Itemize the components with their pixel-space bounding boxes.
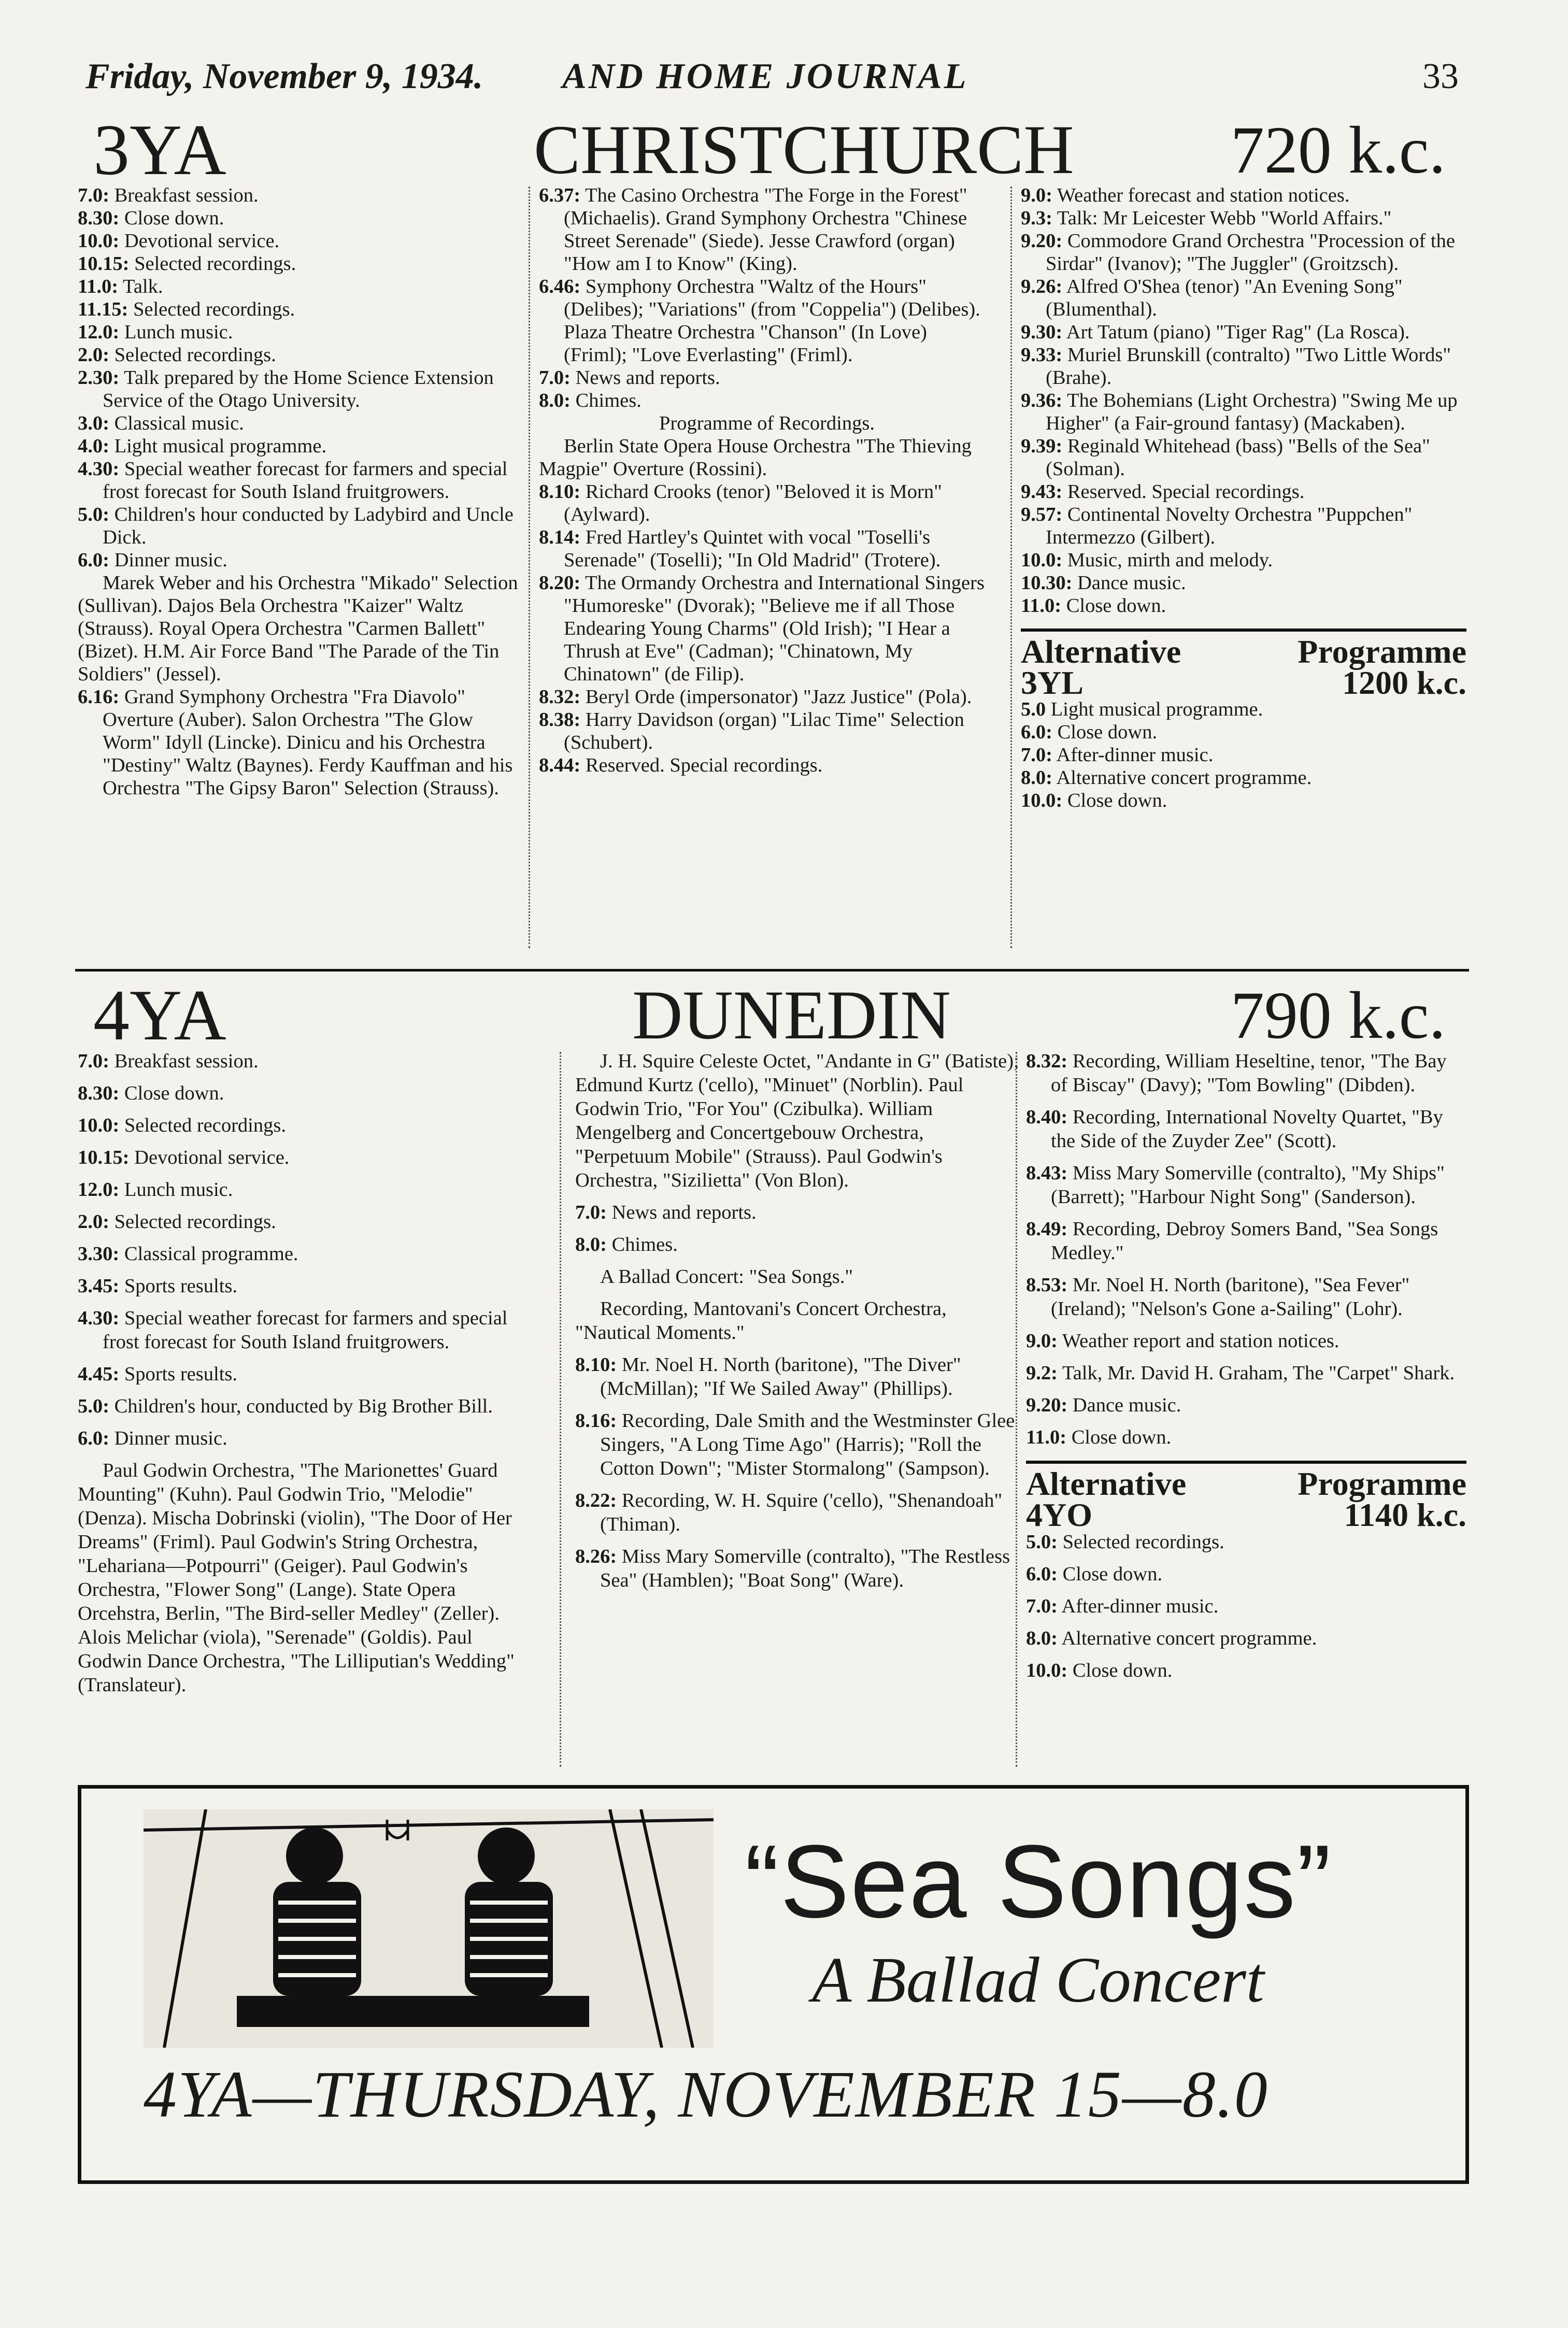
programme-time: 8.30: bbox=[78, 1082, 120, 1104]
programme-time: 8.0: bbox=[575, 1234, 607, 1255]
programme-time: 2.0: bbox=[78, 344, 109, 366]
programme-text: Lunch music. bbox=[124, 1179, 233, 1201]
dunedin-column-3-list bbox=[1026, 1049, 1466, 1449]
programme-entry bbox=[1026, 1161, 1466, 1209]
programme-text: Lunch music. bbox=[124, 321, 233, 343]
programme-time: 2.0: bbox=[78, 1211, 109, 1233]
programme-entry bbox=[78, 685, 518, 799]
programme-entry bbox=[1021, 480, 1466, 503]
alternative-frequency: 1200 k.c. bbox=[1342, 664, 1466, 701]
programme-text: Close down. bbox=[1072, 1660, 1173, 1681]
programme-text: Muriel Brunskill (contralto) "Two Little Words" (Brahe). bbox=[1046, 344, 1451, 389]
programme-text: Dinner music. bbox=[114, 1427, 227, 1449]
programme-time: 8.32: bbox=[539, 686, 581, 708]
programme-time: 5.0 bbox=[1021, 698, 1046, 720]
programme-entry bbox=[78, 1394, 518, 1418]
programme-entry bbox=[1021, 184, 1466, 207]
programme-text: Mr. Noel H. North (baritone), "Sea Fever" (Ireland); "Nelson's Gone a-Sailing" (Lohr). bbox=[1051, 1274, 1410, 1320]
programme-entry bbox=[1026, 1105, 1466, 1153]
programme-text: Selected recordings. bbox=[124, 1115, 286, 1136]
programme-entry bbox=[575, 1233, 1021, 1256]
alternative-call: 4YO bbox=[1026, 1496, 1092, 1533]
programme-entry bbox=[1021, 503, 1466, 549]
programme-entry bbox=[539, 275, 995, 366]
programme-entry bbox=[1021, 435, 1466, 480]
programme-text: Chimes. bbox=[611, 1234, 678, 1255]
programme-text: Continental Novelty Orchestra "Puppchen" Intermezzo (Gilbert). bbox=[1046, 504, 1413, 548]
programme-time: 8.49: bbox=[1026, 1218, 1068, 1240]
station-frequency-790: 790 k.c. bbox=[1230, 978, 1446, 1053]
journal-title: AND HOME JOURNAL bbox=[562, 56, 968, 96]
programme-time: 3.30: bbox=[78, 1243, 120, 1265]
alternative-heading-3yl bbox=[1021, 633, 1466, 701]
programme-entry bbox=[78, 344, 518, 366]
programme-text: Special weather forecast for farmers and special frost forecast for South Island fruitgrowers. bbox=[103, 1307, 508, 1353]
programme-entry bbox=[78, 1049, 518, 1073]
programme-entry bbox=[78, 1459, 518, 1697]
programme-text: Talk. bbox=[123, 276, 163, 297]
programme-time: 8.0: bbox=[539, 390, 571, 411]
programme-text: Talk prepared by the Home Science Extension Service of the Otago University. bbox=[103, 367, 494, 411]
programme-entry bbox=[78, 1113, 518, 1137]
programme-entry bbox=[1021, 230, 1466, 275]
programme-text: Symphony Orchestra "Waltz of the Hours" (Delibes); "Variations" (from "Coppelia") (Delibes). Plaza Theatre Orchestra "Chanson" (In Love) (Friml); "Love Everlasting" (Friml). bbox=[564, 276, 980, 366]
programme-time: 10.30: bbox=[1021, 572, 1073, 594]
programme-text: Marek Weber and his Orchestra "Mikado" Selection (Sullivan). Dajos Bela Orchestra "Kaizer" Waltz (Strauss). Royal Opera Orchestra "Carmen Ballett" (Bizet). H.M. Air Force Band "The Parade of the Tin Soldiers" (Jessel). bbox=[78, 572, 518, 685]
programme-text: Dance music. bbox=[1072, 1394, 1181, 1416]
programme-entry bbox=[1021, 698, 1466, 721]
programme-entry bbox=[78, 549, 518, 572]
programme-text: Sports results. bbox=[124, 1363, 238, 1385]
programme-text: Classical music. bbox=[114, 412, 244, 434]
programme-text: Recording, Debroy Somers Band, "Sea Songs Medley." bbox=[1051, 1218, 1438, 1264]
programme-time: 8.43: bbox=[1026, 1162, 1068, 1184]
programme-time: 5.0: bbox=[1026, 1531, 1058, 1553]
programme-text: Miss Mary Somerville (contralto), "The Restless Sea" (Hamblen); "Boat Song" (Ware). bbox=[600, 1546, 1010, 1591]
programme-time: 6.0: bbox=[1026, 1563, 1058, 1585]
programme-time: 8.20: bbox=[539, 572, 581, 594]
programme-text: Close down. bbox=[1071, 1426, 1172, 1448]
dunedin-section bbox=[78, 977, 1466, 1769]
programme-text: Alternative concert programme. bbox=[1056, 767, 1312, 789]
programme-text: Classical programme. bbox=[124, 1243, 298, 1265]
sea-songs-advertisement bbox=[78, 1785, 1469, 2184]
programme-entry bbox=[78, 458, 518, 503]
programme-time: 7.0: bbox=[1021, 744, 1052, 766]
programme-time: 8.53: bbox=[1026, 1274, 1068, 1296]
programme-entry bbox=[78, 435, 518, 458]
programme-entry bbox=[539, 708, 995, 754]
programme-text: Reserved. Special recordings. bbox=[585, 754, 823, 776]
christchurch-column-1 bbox=[78, 184, 518, 799]
programme-text: Grand Symphony Orchestra "Fra Diavolo" Overture (Auber). Salon Orchestra "The Glow Worm" Idyll (Lincke). Dinicu and his Orchestra "Destiny" Waltz (Baynes). Ferdy Kauffman and his Orchestra "The Gipsy Baron" Selection (Strauss). bbox=[103, 686, 513, 799]
programme-time: 9.30: bbox=[1021, 321, 1063, 343]
programme-entry bbox=[78, 1210, 518, 1234]
programme-time: 11.0: bbox=[78, 276, 119, 297]
programme-entry bbox=[78, 1426, 518, 1450]
programme-text: J. H. Squire Celeste Octet, "Andante in G" (Batiste); Edmund Kurtz ('cello), "Minuet" (Norblin). Paul Godwin Trio, "For You" (Czibulka). William Mengelberg and Concertgebouw Orchestra, "Perpetuum Mobile" (Strauss). Paul Godwin's Orchestra, "Sizilietta" (Von Blon). bbox=[575, 1050, 1019, 1191]
programme-time: 11.15: bbox=[78, 298, 129, 320]
programme-entry bbox=[78, 1362, 518, 1386]
programme-text: Breakfast session. bbox=[114, 184, 259, 206]
programme-entry bbox=[78, 184, 518, 207]
programme-entry bbox=[78, 572, 518, 685]
station-city-christchurch: CHRISTCHURCH bbox=[534, 111, 1074, 189]
programme-entry bbox=[1021, 207, 1466, 230]
programme-time: 8.40: bbox=[1026, 1106, 1068, 1128]
dunedin-column-1 bbox=[78, 1049, 518, 1697]
programme-entry bbox=[78, 1146, 518, 1169]
programme-text: Selected recordings. bbox=[1062, 1531, 1224, 1553]
programme-entry bbox=[1026, 1393, 1466, 1417]
programme-label: Programme bbox=[1298, 633, 1466, 670]
programme-time: 6.0: bbox=[78, 549, 109, 571]
section-divider bbox=[75, 969, 1469, 972]
programme-text: Children's hour, conducted by Big Brother Bill. bbox=[114, 1395, 493, 1417]
programme-time: 6.0: bbox=[78, 1427, 109, 1449]
programme-time: 11.0: bbox=[1026, 1426, 1067, 1448]
programme-entry bbox=[575, 1201, 1021, 1224]
programme-time: 9.20: bbox=[1021, 230, 1063, 252]
programme-text: Talk: Mr Leicester Webb "World Affairs." bbox=[1057, 207, 1392, 229]
programme-entry bbox=[1026, 1217, 1466, 1265]
programme-text: Dinner music. bbox=[114, 549, 227, 571]
programme-text: Dance music. bbox=[1077, 572, 1186, 594]
programme-time: 7.0: bbox=[78, 1050, 109, 1072]
station-call-4ya: 4YA bbox=[93, 975, 226, 1055]
programme-time: 9.39: bbox=[1021, 435, 1063, 457]
ad-subtitle: A Ballad Concert bbox=[812, 1945, 1264, 2016]
programme-entry bbox=[1021, 594, 1466, 617]
programme-time: 9.36: bbox=[1021, 390, 1063, 411]
programme-entry bbox=[1021, 275, 1466, 321]
programme-time: 10.0: bbox=[1021, 549, 1063, 571]
alternative-programme-3yl bbox=[1021, 629, 1466, 812]
programme-entry bbox=[1021, 766, 1466, 789]
programme-time: 7.0: bbox=[575, 1202, 607, 1223]
programme-text: Close down. bbox=[1057, 721, 1158, 743]
christchurch-column-3-list bbox=[1021, 184, 1466, 617]
programme-entry bbox=[539, 412, 995, 435]
programme-time: 9.0: bbox=[1021, 184, 1052, 206]
programme-time: 7.0: bbox=[1026, 1595, 1058, 1617]
programme-time: 10.0: bbox=[78, 1115, 120, 1136]
programme-text: A Ballad Concert: "Sea Songs." bbox=[600, 1266, 853, 1288]
programme-entry bbox=[1026, 1659, 1466, 1682]
programme-time: 8.10: bbox=[539, 481, 581, 503]
programme-text: Reserved. Special recordings. bbox=[1067, 481, 1305, 503]
programme-entry bbox=[1026, 1530, 1466, 1554]
programme-entry bbox=[78, 1306, 518, 1354]
programme-time: 8.22: bbox=[575, 1490, 617, 1511]
programme-time: 9.20: bbox=[1026, 1394, 1068, 1416]
programme-time: 9.57: bbox=[1021, 504, 1063, 525]
programme-entry bbox=[575, 1409, 1021, 1480]
programme-entry bbox=[575, 1353, 1021, 1401]
programme-text: Music, mirth and melody. bbox=[1067, 549, 1273, 571]
programme-text: The Ormandy Orchestra and International Singers "Humoreske" (Dvorak); "Believe me if all Those Endearing Young Charms" (Old Irish); "I Hear a Thrush at Eve" (Cadman); "Chinatown, My Chinatown" (de Filip). bbox=[564, 572, 985, 685]
programme-time: 6.0: bbox=[1021, 721, 1052, 743]
programme-entry bbox=[1021, 789, 1466, 812]
programme-text: Children's hour conducted by Ladybird and Uncle Dick. bbox=[103, 504, 514, 548]
programme-entry bbox=[539, 435, 995, 480]
programme-entry bbox=[1021, 549, 1466, 572]
programme-time: 11.0: bbox=[1021, 595, 1062, 617]
issue-date: Friday, November 9, 1934. bbox=[85, 56, 483, 96]
programme-time: 10.0: bbox=[1026, 1660, 1068, 1681]
programme-entry bbox=[78, 275, 518, 298]
ad-broadcast-banner: 4YA—THURSDAY, NOVEMBER 15—8.0 bbox=[144, 2058, 1268, 2131]
programme-text: Paul Godwin Orchestra, "The Marionettes' Guard Mounting" (Kuhn). Paul Godwin Trio, "Melodie" (Denza). Mischa Dobrinski (violin), "The Door of Her Dreams" (Friml). Paul Godwin's String Orchestra, "Lehariana—Potpourri" (Geiger). Paul Godwin's Orchestra, "Flower Song" (Lange). State Opera Orcehstra, Berlin, "The Bird-seller Medley" (Zeller). Alois Melichar (viola), "Serenade" (Goldis). Paul Godwin Dance Orchestra, "The Lilliputian's Wedding" (Translateur). bbox=[78, 1460, 515, 1696]
programme-entry bbox=[1026, 1329, 1466, 1353]
programme-text: Alfred O'Shea (tenor) "An Evening Song" (Blumenthal). bbox=[1046, 276, 1403, 320]
programme-text: After-dinner music. bbox=[1061, 1595, 1219, 1617]
programme-time: 4.45: bbox=[78, 1363, 120, 1385]
programme-time: 8.0: bbox=[1021, 767, 1052, 789]
programme-text: Special weather forecast for farmers and special frost forecast for South Island fruitgrowers. bbox=[103, 458, 508, 503]
programme-text: Weather report and station notices. bbox=[1062, 1330, 1339, 1352]
station-frequency-720: 720 k.c. bbox=[1230, 113, 1446, 188]
programme-text: Sports results. bbox=[124, 1275, 238, 1297]
column-rule bbox=[529, 187, 530, 948]
programme-time: 8.0: bbox=[1026, 1627, 1058, 1649]
programme-entry bbox=[78, 230, 518, 252]
programme-text: Close down. bbox=[1066, 595, 1166, 617]
programme-time: 7.0: bbox=[78, 184, 109, 206]
programme-entry bbox=[575, 1489, 1021, 1536]
programme-time: 6.16: bbox=[78, 686, 120, 708]
programme-time: 9.2: bbox=[1026, 1362, 1058, 1384]
programme-entry bbox=[1026, 1626, 1466, 1650]
programme-text: Selected recordings. bbox=[114, 344, 276, 366]
programme-time: 8.10: bbox=[575, 1354, 617, 1376]
programme-entry bbox=[539, 184, 995, 275]
programme-entry bbox=[78, 1081, 518, 1105]
alternative-3yl-list bbox=[1021, 698, 1466, 812]
programme-time: 8.16: bbox=[575, 1410, 617, 1432]
programme-text: The Bohemians (Light Orchestra) "Swing Me up Higher" (a Fair-ground fantasy) (Mackaben). bbox=[1046, 390, 1458, 434]
programme-entry bbox=[539, 526, 995, 572]
programme-text: Recording, International Novelty Quartet, "By the Side of the Zuyder Zee" (Scott). bbox=[1051, 1106, 1443, 1152]
programme-entry bbox=[1021, 344, 1466, 389]
programme-time: 12.0: bbox=[78, 321, 120, 343]
programme-time: 6.37: bbox=[539, 184, 581, 206]
programme-text: Recording, William Heseltine, tenor, "The Bay of Biscay" (Davy); "Tom Bowling" (Dibden). bbox=[1051, 1050, 1447, 1096]
programme-entry bbox=[1021, 321, 1466, 344]
programme-time: 8.32: bbox=[1026, 1050, 1068, 1072]
alternative-4yo-list bbox=[1026, 1530, 1466, 1682]
programme-text: Programme of Recordings. bbox=[659, 412, 875, 434]
sailors-illustration bbox=[144, 1809, 714, 2048]
alternative-heading-4yo bbox=[1026, 1465, 1466, 1533]
alternative-call: 3YL bbox=[1021, 664, 1084, 701]
programme-time: 9.3: bbox=[1021, 207, 1052, 229]
programme-text: Close down. bbox=[1062, 1563, 1163, 1585]
ad-title: “Sea Songs” bbox=[745, 1824, 1332, 1939]
programme-entry bbox=[539, 754, 995, 777]
programme-text: News and reports. bbox=[575, 367, 720, 389]
programme-text: Miss Mary Somerville (contralto), "My Ships" (Barrett); "Harbour Night Song" (Sanderson). bbox=[1051, 1162, 1445, 1208]
programme-entry bbox=[1026, 1273, 1466, 1321]
programme-time: 2.30: bbox=[78, 367, 120, 389]
programme-text: Mr. Noel H. North (baritone), "The Diver" (McMillan); "If We Sailed Away" (Phillips). bbox=[600, 1354, 961, 1399]
column-rule bbox=[560, 1052, 561, 1767]
programme-time: 10.0: bbox=[78, 230, 120, 252]
programme-time: 5.0: bbox=[78, 504, 109, 525]
programme-text: Chimes. bbox=[575, 390, 642, 411]
programme-entry bbox=[78, 298, 518, 321]
programme-text: Close down. bbox=[124, 1082, 224, 1104]
programme-text: Devotional service. bbox=[124, 230, 280, 252]
programme-text: Recording, W. H. Squire ('cello), "Shenandoah" (Thiman). bbox=[600, 1490, 1003, 1535]
programme-entry bbox=[78, 1242, 518, 1266]
alternative-frequency: 1140 k.c. bbox=[1344, 1496, 1466, 1533]
programme-text: Berlin State Opera House Orchestra "The Thieving Magpie" Overture (Rossini). bbox=[539, 435, 972, 480]
programme-text: Richard Crooks (tenor) "Beloved it is Morn" (Aylward). bbox=[564, 481, 942, 525]
programme-text: Recording, Dale Smith and the Westminster Glee Singers, "A Long Time Ago" (Harris); "Roll the Cotton Down"; "Mister Stormalong" (Sampson). bbox=[600, 1410, 1015, 1479]
programme-text: Light musical programme. bbox=[114, 435, 327, 457]
programme-text: The Casino Orchestra "The Forge in the Forest" (Michaelis). Grand Symphony Orchestra "Chinese Street Serenade" (Siede). Jesse Crawford (organ) "How am I to Know" (King). bbox=[564, 184, 967, 275]
programme-time: 8.44: bbox=[539, 754, 581, 776]
programme-text: Selected recordings. bbox=[134, 253, 296, 275]
programme-time: 8.26: bbox=[575, 1546, 617, 1567]
programme-entry bbox=[1026, 1361, 1466, 1385]
alternative-programme-4yo bbox=[1026, 1461, 1466, 1682]
programme-entry bbox=[575, 1049, 1021, 1192]
programme-entry bbox=[1021, 721, 1466, 744]
programme-time: 12.0: bbox=[78, 1179, 120, 1201]
programme-text: Close down. bbox=[124, 207, 224, 229]
programme-entry bbox=[575, 1545, 1021, 1592]
programme-text: News and reports. bbox=[611, 1202, 757, 1223]
programme-text: Breakfast session. bbox=[114, 1050, 259, 1072]
programme-entry bbox=[575, 1265, 1021, 1289]
programme-time: 8.30: bbox=[78, 207, 120, 229]
programme-time: 9.0: bbox=[1026, 1330, 1058, 1352]
programme-text: Art Tatum (piano) "Tiger Rag" (La Rosca). bbox=[1066, 321, 1410, 343]
programme-time: 3.0: bbox=[78, 412, 109, 434]
programme-time: 10.0: bbox=[1021, 790, 1063, 811]
programme-text: Selected recordings. bbox=[133, 298, 295, 320]
programme-time: 10.15: bbox=[78, 1147, 130, 1168]
programme-text: After-dinner music. bbox=[1056, 744, 1214, 766]
programme-label: Programme bbox=[1298, 1465, 1466, 1502]
programme-entry bbox=[78, 207, 518, 230]
christchurch-column-3 bbox=[1021, 184, 1466, 812]
programme-entry bbox=[1026, 1049, 1466, 1097]
programme-time: 10.15: bbox=[78, 253, 130, 275]
programme-entry bbox=[539, 685, 995, 708]
programme-entry bbox=[78, 1274, 518, 1298]
programme-time: 5.0: bbox=[78, 1395, 109, 1417]
programme-entry bbox=[1026, 1594, 1466, 1618]
programme-text: Light musical programme. bbox=[1050, 698, 1263, 720]
programme-entry bbox=[539, 366, 995, 389]
programme-text: Close down. bbox=[1067, 790, 1167, 811]
programme-time: 7.0: bbox=[539, 367, 571, 389]
programme-text: Recording, Mantovani's Concert Orchestra, "Nautical Moments." bbox=[575, 1298, 947, 1344]
programme-time: 9.33: bbox=[1021, 344, 1063, 366]
station-call-3ya: 3YA bbox=[93, 110, 226, 190]
programme-entry bbox=[539, 389, 995, 412]
programme-time: 4.30: bbox=[78, 1307, 120, 1329]
programme-entry bbox=[575, 1297, 1021, 1345]
dunedin-column-2 bbox=[575, 1049, 1021, 1592]
programme-entry bbox=[539, 572, 995, 685]
programme-text: Harry Davidson (organ) "Lilac Time" Selection (Schubert). bbox=[564, 709, 964, 753]
programme-text: Weather forecast and station notices. bbox=[1057, 184, 1350, 206]
programme-text: Talk, Mr. David H. Graham, The "Carpet" Shark. bbox=[1062, 1362, 1455, 1384]
programme-text: Alternative concert programme. bbox=[1061, 1627, 1317, 1649]
programme-entry bbox=[78, 1178, 518, 1202]
christchurch-column-2 bbox=[539, 184, 995, 777]
programme-entry bbox=[1021, 572, 1466, 594]
programme-entry bbox=[539, 480, 995, 526]
dunedin-column-3 bbox=[1026, 1049, 1466, 1682]
programme-entry bbox=[78, 321, 518, 344]
page-number: 33 bbox=[1422, 56, 1459, 96]
programme-entry bbox=[78, 252, 518, 275]
programme-time: 8.14: bbox=[539, 526, 581, 548]
programme-entry bbox=[78, 503, 518, 549]
programme-time: 6.46: bbox=[539, 276, 581, 297]
programme-time: 3.45: bbox=[78, 1275, 120, 1297]
programme-text: Reginald Whitehead (bass) "Bells of the Sea" (Solman). bbox=[1046, 435, 1430, 480]
programme-text: Beryl Orde (impersonator) "Jazz Justice" (Pola). bbox=[585, 686, 972, 708]
alternative-label: Alternative bbox=[1021, 633, 1181, 670]
programme-text: Devotional service. bbox=[134, 1147, 290, 1168]
programme-entry bbox=[1021, 744, 1466, 766]
programme-time: 4.0: bbox=[78, 435, 109, 457]
programme-entry bbox=[1026, 1425, 1466, 1449]
programme-entry bbox=[78, 366, 518, 412]
programme-time: 8.38: bbox=[539, 709, 581, 731]
programme-time: 9.43: bbox=[1021, 481, 1063, 503]
programme-time: 4.30: bbox=[78, 458, 120, 480]
station-city-dunedin: DUNEDIN bbox=[632, 977, 951, 1054]
programme-entry bbox=[78, 412, 518, 435]
programme-entry bbox=[1021, 389, 1466, 435]
programme-text: Fred Hartley's Quintet with vocal "Toselli's Serenade" (Toselli); "In Old Madrid" (Trotere). bbox=[564, 526, 941, 571]
programme-time: 9.26: bbox=[1021, 276, 1063, 297]
alternative-label: Alternative bbox=[1026, 1465, 1187, 1502]
column-rule bbox=[1010, 187, 1012, 948]
page-header bbox=[85, 56, 1459, 97]
column-rule bbox=[1016, 1052, 1017, 1767]
programme-text: Selected recordings. bbox=[114, 1211, 276, 1233]
programme-entry bbox=[1026, 1562, 1466, 1586]
christchurch-section bbox=[78, 111, 1466, 951]
programme-text: Commodore Grand Orchestra "Procession of the Sirdar" (Ivanov); "The Juggler" (Groitzsch). bbox=[1046, 230, 1455, 275]
